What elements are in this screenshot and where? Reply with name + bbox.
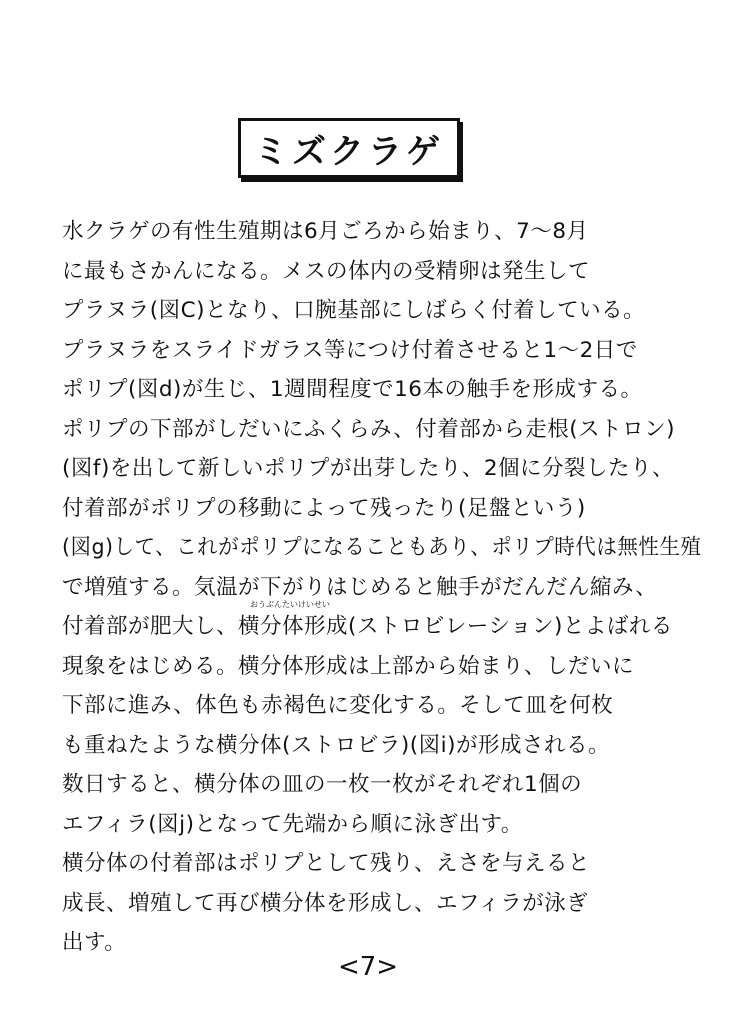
- text-line: 成長、増殖して再び横分体を形成し、エフィラが泳ぎ: [62, 890, 589, 916]
- text-line: も重ねたような横分体(ストロビラ)(図i)が形成される。: [62, 732, 611, 758]
- page-number: <7>: [337, 952, 399, 982]
- page-title: ミズクラゲ: [254, 131, 444, 172]
- text-line: 横分体の付着部はポリプとして残り、えさを与えると: [62, 851, 591, 876]
- furigana: おうぶんたいけいせい: [250, 600, 330, 609]
- text-line: 水クラゲの有性生殖期は6月ごろから始まり、7〜8月: [62, 219, 589, 244]
- body-text: [62, 212, 702, 963]
- text-line: 出す。: [62, 930, 127, 955]
- text-line: 下部に進み、体色も赤褐色に変化する。そして皿を何枚: [62, 693, 614, 718]
- text-line: 現象をはじめる。横分体形成は上部から始まり、しだいに: [62, 653, 635, 679]
- text-line: ポリプの下部がしだいにふくらみ、付着部から走根(ストロン): [62, 416, 676, 442]
- text-line: 付着部が肥大し、横分体形成(ストロビレーション)とよばれる: [62, 614, 673, 639]
- text-line: プラヌラ(図C)となり、口腕基部にしばらく付着している。: [62, 298, 646, 323]
- text-line: 付着部がポリプの移動によって残ったり(足盤という): [62, 495, 586, 521]
- text-line: 数日すると、横分体の皿の一枚一枚がそれぞれ1個の: [62, 772, 583, 797]
- text-line-with-ruby: [62, 600, 702, 647]
- text-line: (図g)して、これがポリプになることもあり、ポリプ時代は無性生殖: [62, 535, 702, 560]
- text-line: ポリプ(図d)が生じ、1週間程度で16本の触手を形成する。: [62, 377, 643, 402]
- title-frame: [238, 118, 460, 178]
- text-line: エフィラ(図j)となって先端から順に泳ぎ出す。: [62, 811, 523, 837]
- text-line: (図f)を出して新しいポリプが出芽したり、2個に分裂したり、: [62, 456, 675, 481]
- text-line: で増殖する。気温が下がりはじめると触手がだんだん縮み、: [62, 574, 658, 600]
- text-line: に最もさかんになる。メスの体内の受精卵は発生して: [62, 258, 591, 284]
- text-line: プラヌラをスライドガラス等につけ付着させると1〜2日で: [62, 337, 638, 363]
